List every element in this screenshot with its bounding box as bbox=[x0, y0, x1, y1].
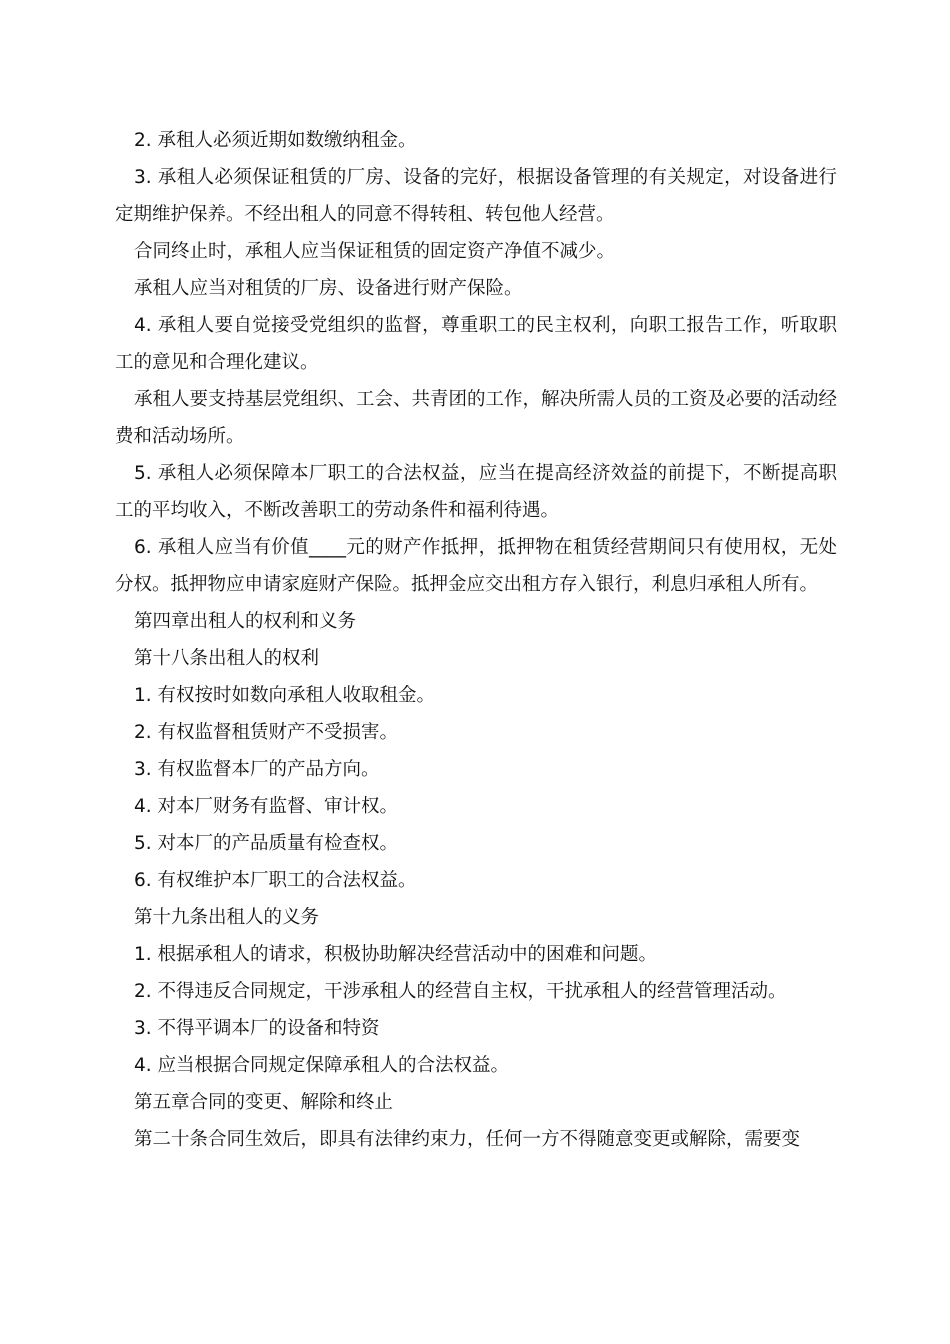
list-item-lessor-duty-1: 1. 根据承租人的请求，积极协助解决经营活动中的困难和问题。 bbox=[134, 944, 658, 965]
paragraph-support-organizations: 承租人要支持基层党组织、工会、共青团的工作，解决所需人员的工资及必要的活动经费和活动场所。 bbox=[115, 389, 838, 447]
paragraph-property-insurance: 承租人应当对租赁的厂房、设备进行财产保险。 bbox=[134, 278, 523, 299]
chapter-heading-4: 第四章出租人的权利和义务 bbox=[134, 611, 357, 632]
list-item-lessor-right-4: 4. 对本厂财务有监督、审计权。 bbox=[134, 796, 399, 817]
document-body bbox=[115, 122, 837, 1158]
list-item-lessor-right-3: 3. 有权监督本厂的产品方向。 bbox=[134, 759, 380, 780]
paragraph-contract-termination-assets: 合同终止时，承租人应当保证租赁的固定资产净值不减少。 bbox=[134, 241, 616, 262]
chapter-heading-5: 第五章合同的变更、解除和终止 bbox=[134, 1092, 394, 1113]
paragraph-lessee-pay-rent: 2. 承租人必须近期如数缴纳租金。 bbox=[134, 130, 417, 151]
paragraph-party-supervision: 4. 承租人要自觉接受党组织的监督，尊重职工的民主权利，向职工报告工作，听取职工的意见和合理化建议。 bbox=[115, 315, 837, 373]
list-item-lessor-duty-2: 2. 不得违反合同规定，干涉承租人的经营自主权，干扰承租人的经营管理活动。 bbox=[134, 981, 787, 1002]
article-heading-19: 第十九条出租人的义务 bbox=[134, 907, 320, 928]
article-heading-18: 第十八条出租人的权利 bbox=[134, 648, 320, 669]
paragraph-lessee-maintain-equipment: 3. 承租人必须保证租赁的厂房、设备的完好，根据设备管理的有关规定，对设备进行定期维护保养。不经出租人的同意不得转租、转包他人经营。 bbox=[115, 167, 837, 225]
list-item-lessor-right-5: 5. 对本厂的产品质量有检查权。 bbox=[134, 833, 399, 854]
list-item-lessor-duty-4: 4. 应当根据合同规定保障承租人的合法权益。 bbox=[134, 1055, 510, 1076]
list-item-lessor-right-2: 2. 有权监督租赁财产不受损害。 bbox=[134, 722, 399, 743]
paragraph-collateral: 6. 承租人应当有价值____元的财产作抵押，抵押物在租赁经营期间只有使用权，无处分权。抵押物应申请家庭财产保险。抵押金应交出租方存入银行，利息归承租人所有。 bbox=[115, 537, 837, 595]
list-item-lessor-duty-3: 3. 不得平调本厂的设备和特资 bbox=[134, 1018, 380, 1039]
paragraph-worker-rights: 5. 承租人必须保障本厂职工的合法权益，应当在提高经济效益的前提下，不断提高职工的平均收入，不断改善职工的劳动条件和福利待遇。 bbox=[115, 463, 837, 521]
article-20-text: 第二十条合同生效后，即具有法律约束力，任何一方不得随意变更或解除，需要变 bbox=[134, 1129, 801, 1150]
list-item-lessor-right-6: 6. 有权维护本厂职工的合法权益。 bbox=[134, 870, 417, 891]
list-item-lessor-right-1: 1. 有权按时如数向承租人收取租金。 bbox=[134, 685, 436, 706]
